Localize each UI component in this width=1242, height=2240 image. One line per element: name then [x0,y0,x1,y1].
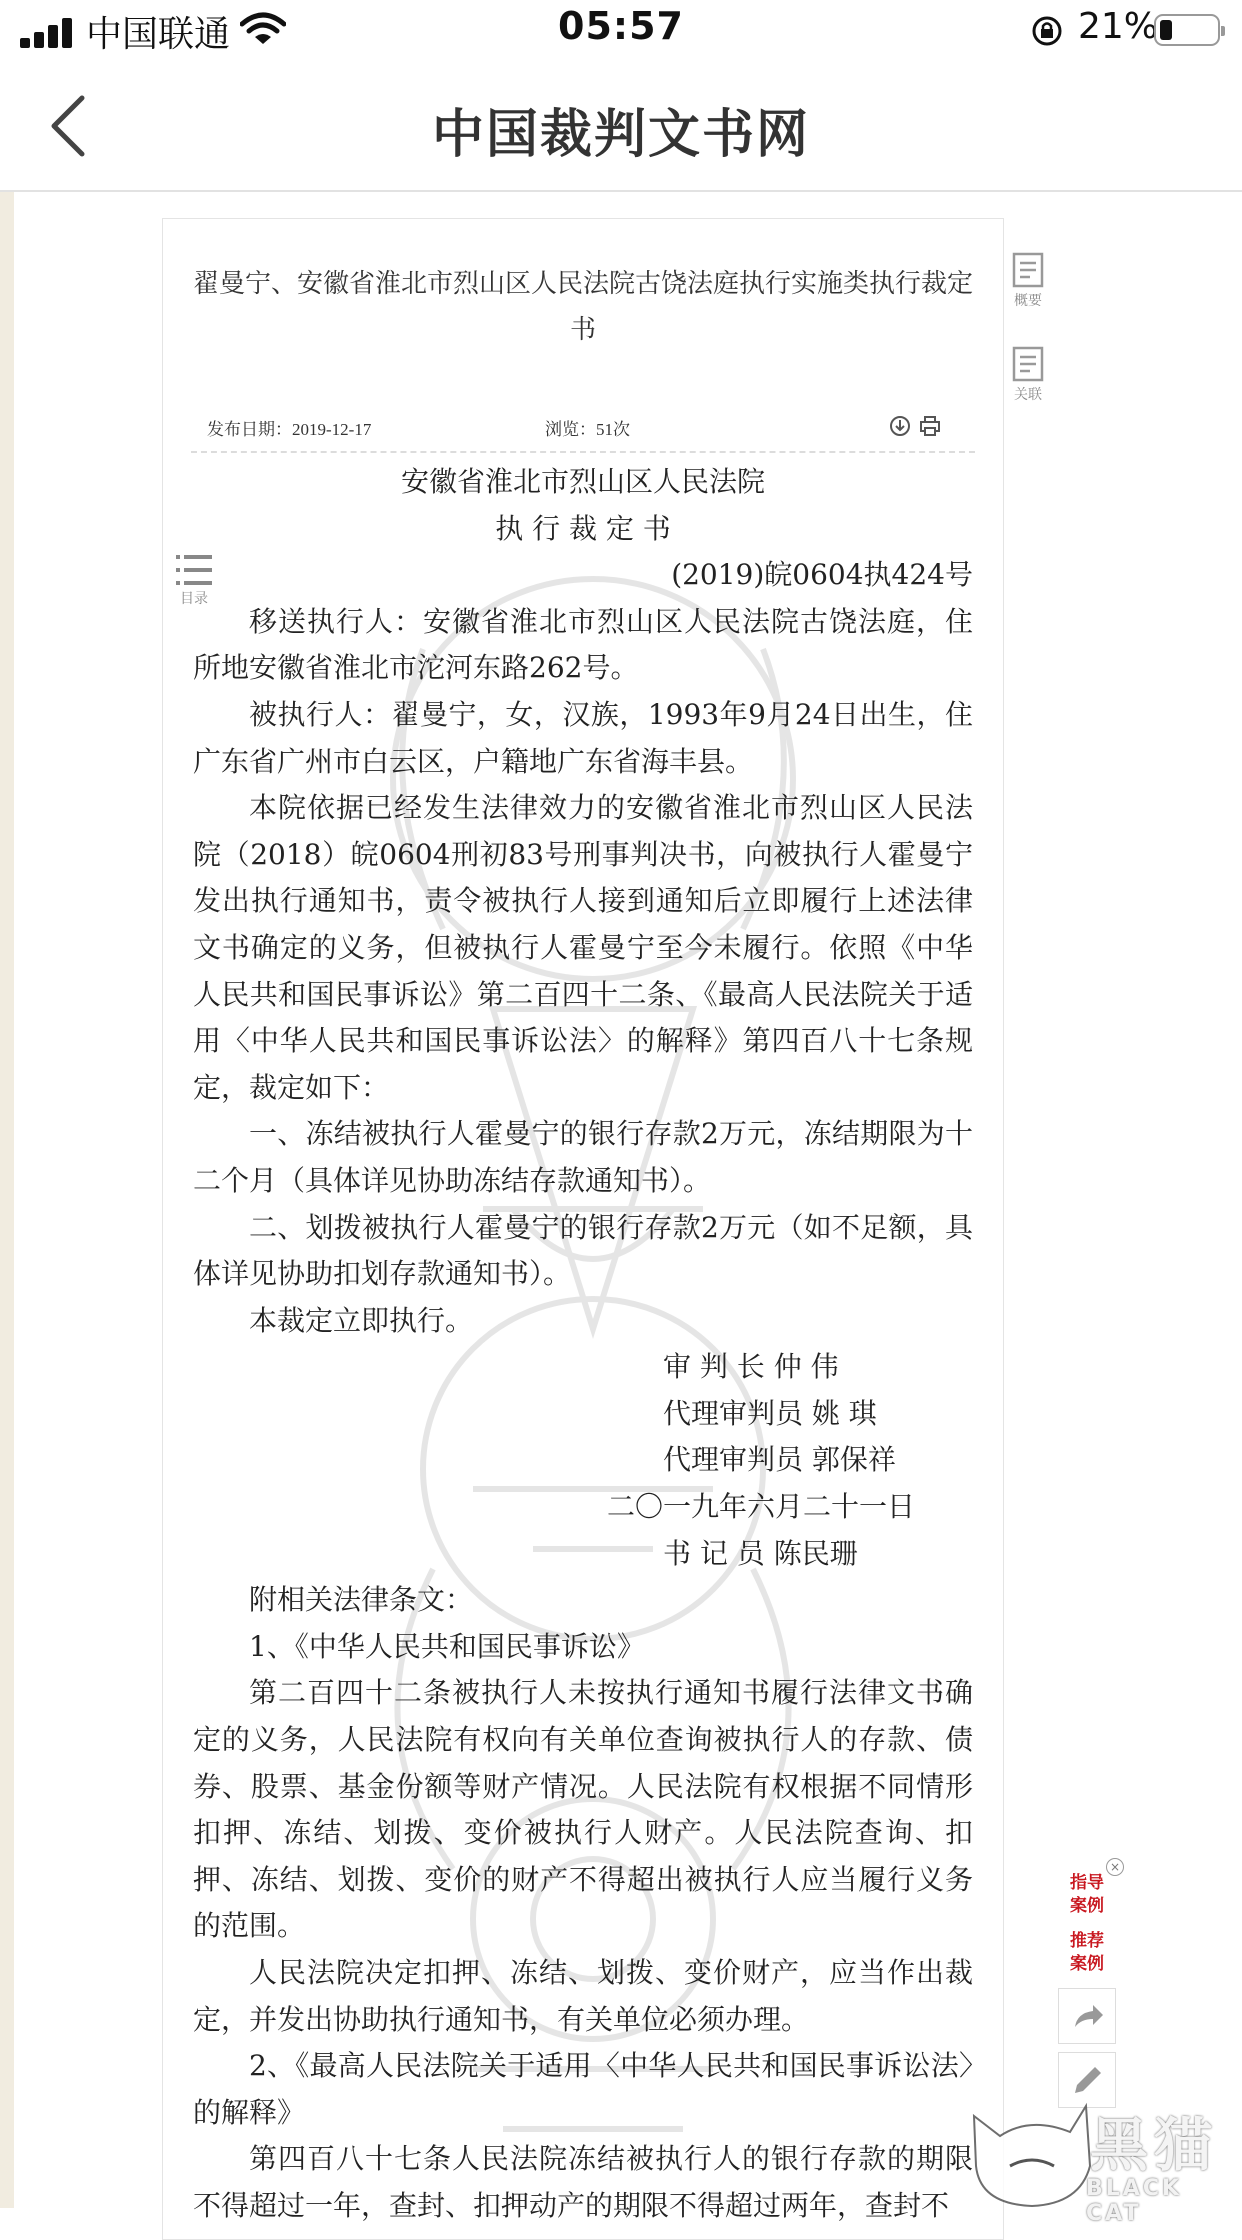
clock: 05:57 [558,4,684,48]
recommend-case-link[interactable]: 推荐案例 [1070,1931,1104,1974]
paragraph: 一、冻结被执行人霍曼宁的银行存款2万元，冻结期限为十二个月（具体详见协助冻结存款通知书）。 [193,1117,973,1197]
court-name: 安徽省淮北市烈山区人民法院 [400,465,765,498]
appendix-item: 第二百四十二条被执行人未按执行通知书履行法律文书确定的义务，人民法院有权向有关单位查询被执行人的存款、债券、股票、基金份额等财产情况。人民法院有权根据不同情形扣押、冻结、划拨、变价被执行人财产。人民法院查询、扣押、冻结、划拨、变价的财产不得超出被执行人应当履行义务的范围。 [193,1676,973,1943]
related-icon [1012,346,1044,382]
paragraph: 被执行人：翟曼宁，女，汉族，1993年9月24日出生，住广东省广州市白云区，户籍地广东省海丰县。 [193,697,973,778]
appendix-item: 1、《中华人民共和国民事诉讼》 [249,1629,645,1663]
appendix-item: 第四百八十七条人民法院冻结被执行人的银行存款的期限不得超过一年，查封、扣押动产的期限不得超过两年，查封不 [193,2142,973,2222]
share-icon [1059,1989,1115,2043]
carrier-name: 中国联通 [86,14,231,55]
status-bar [0,0,1242,62]
toc-label: 目录 [180,591,208,607]
signature-line: 审 判 长 仲 伟 [663,1350,839,1384]
paragraph: 二、划拨被执行人霍曼宁的银行存款2万元（如不足额，具体详见协助扣划存款通知书）。 [193,1210,973,1291]
document-paper [162,218,1004,2240]
header-divider [191,451,975,453]
summary-label: 概要 [1014,293,1042,309]
watermark-text: 黑猫 [1090,2111,1219,2179]
paragraph: 移送执行人：安徽省淮北市烈山区人民法院古饶法庭，住所地安徽省淮北市沱河东路262号。 [193,604,973,685]
signature-line: 代理审判员 姚 琪 [663,1396,877,1430]
toc-button[interactable] [172,552,216,608]
list-icon [174,552,214,588]
case-number: (2019)皖0604执424号 [671,558,973,592]
page-title: 中国裁判文书网 [431,105,810,165]
related-button[interactable] [1008,346,1048,404]
appendix-heading: 附相关法律条文： [249,1583,474,1617]
publish-date: 发布日期：2019-12-17 [207,420,372,439]
signature-line: 书 记 员 陈民珊 [663,1536,858,1570]
battery-percent: 21% [1078,6,1159,47]
related-label: 关联 [1014,387,1042,403]
document-title: 翟曼宁、安徽省淮北市烈山区人民法院古饶法庭执行实施类执行裁定书 [192,269,973,345]
signature-line: 代理审判员 郭保祥 [663,1443,896,1477]
document-body [193,459,973,2230]
print-icon[interactable] [919,415,941,437]
watermark-subtext: BLACK CAT [1086,2176,1183,2226]
left-edge [0,192,14,2208]
close-icon[interactable]: × [1106,1858,1124,1876]
download-icon[interactable] [889,415,911,437]
summary-button[interactable] [1008,252,1048,310]
summary-icon [1012,252,1044,288]
document-actions [889,415,945,439]
rotation-lock-icon [1030,14,1064,48]
document-type: 执 行 裁 定 书 [495,511,671,545]
battery-icon [1154,14,1220,46]
view-count: 浏览：51次 [545,420,630,439]
paragraph: 本裁定立即执行。 [249,1303,474,1337]
paragraph: 本院依据已经发生法律效力的安徽省淮北市烈山区人民法院（2018）皖0604刑初83号刑事判决书，向被执行人霍曼宁发出执行通知书，责令被执行人接到通知后立即履行上述法律文书确定的义务，但被执行人霍曼宁至今未履行。依照《中华人民共和国民事诉讼》第二百四十二条、《最高人民法院关于适用〈中华人民共和国民事诉讼法〉的解释》第四百八十七条规定，裁定如下： [193,791,973,1104]
signature-date: 二〇一九年六月二十一日 [607,1490,916,1524]
appendix-item: 2、《最高人民法院关于适用〈中华人民共和国民事诉讼法〉的解释》 [193,2049,973,2129]
appendix-item: 人民法院决定扣押、冻结、划拨、变价财产，应当作出裁定，并发出协助执行通知书，有关单位必须办理。 [193,1956,973,2036]
nav-bar [0,62,1242,192]
share-button[interactable] [1058,1988,1116,2044]
guide-case-link[interactable]: 指导案例 [1070,1873,1104,1916]
